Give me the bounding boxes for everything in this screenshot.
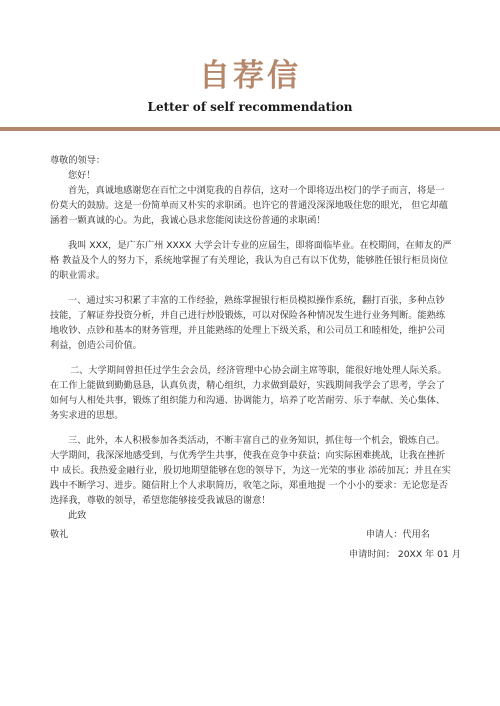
page-title: 自荐信 bbox=[199, 58, 301, 94]
paragraph-intro: 首先，真诚地感谢您在百忙之中浏览我的自荐信，这对一个即将迈出校门的学子而言，将是一份莫大的鼓励。这是一份简单而又朴实的求职函。也许它的普通没深深地吸住您的眼光， 但它却蕴涵着一颗真诚的心。为此，我诚心恳求您能阅读这份普通的求职函！ bbox=[50, 185, 448, 226]
closing-line-1: 此致 bbox=[68, 510, 87, 521]
closing-line-2: 敬礼 bbox=[50, 529, 69, 540]
title-divider bbox=[0, 127, 500, 131]
paragraph-college: 二、大学期间曾担任过学生会会员，经济管理中心协会副主席等职，能很好地处理人际关系。在工作上能做到勤勤恳恳，认真负责，精心组织，力求做到最好，实践期间我学会了思考，学会了如何与人相处共事，锻炼了组织能力和沟通、协调能力，培养了吃苦耐劳、乐于奉献、关心集体、务实求进的思想。 bbox=[50, 365, 447, 421]
paragraph-experience: 一、通过实习积累了丰富的工作经验，熟练掌握银行柜员模拟操作系统，翻打百张，多种点钞技能，了解证券投资分析，并自己进行炒股锻炼，可以对保险各种情况发生进行业务判断。能熟练地收钞、点钞和基本的财务管理，并且能熟练的处理上下级关系，和公司员工和睦相处，维护公司利益，创造公司价值。 bbox=[50, 295, 446, 351]
paragraph-background: 我叫 XXX，是广东广州 XXXX 大学会计专业的应届生，即将面临毕业。在校期间，在师友的严格 教益及个人的努力下，系统地掌握了有关理论，我认为自己有以下优势，能够胜任银行柜员岗位的职业需求。 bbox=[50, 240, 452, 281]
application-date: 申请时间： 20XX 年 01 月 bbox=[349, 549, 461, 560]
page-subtitle: Letter of self recommendation bbox=[147, 100, 353, 114]
salutation: 尊敬的领导： bbox=[50, 155, 106, 166]
paragraph-activities: 三、此外，本人积极参加各类活动，不断丰富自己的业务知识，抓住每一个机会，锻炼自己。大学期间，我深深地感受到，与优秀学生共事，使我在竞争中获益；向实际困难挑战，让我在挫折中 成长。我热爱金融行业，殷切地期望能够在您的领导下，为这一光荣的事业 添砖加瓦；并且在实践中不断学习、进步。随信附上个人求职简历，收笔之际，郑重地提 一个小小的要求：无论您是否选择我，尊敬的领导，希望您能够接受我诚恳的谢意！ bbox=[50, 435, 451, 506]
applicant-name: 申请人：代用名 bbox=[365, 529, 430, 540]
letter-body bbox=[50, 153, 452, 542]
greeting: 您好！ bbox=[68, 170, 96, 181]
